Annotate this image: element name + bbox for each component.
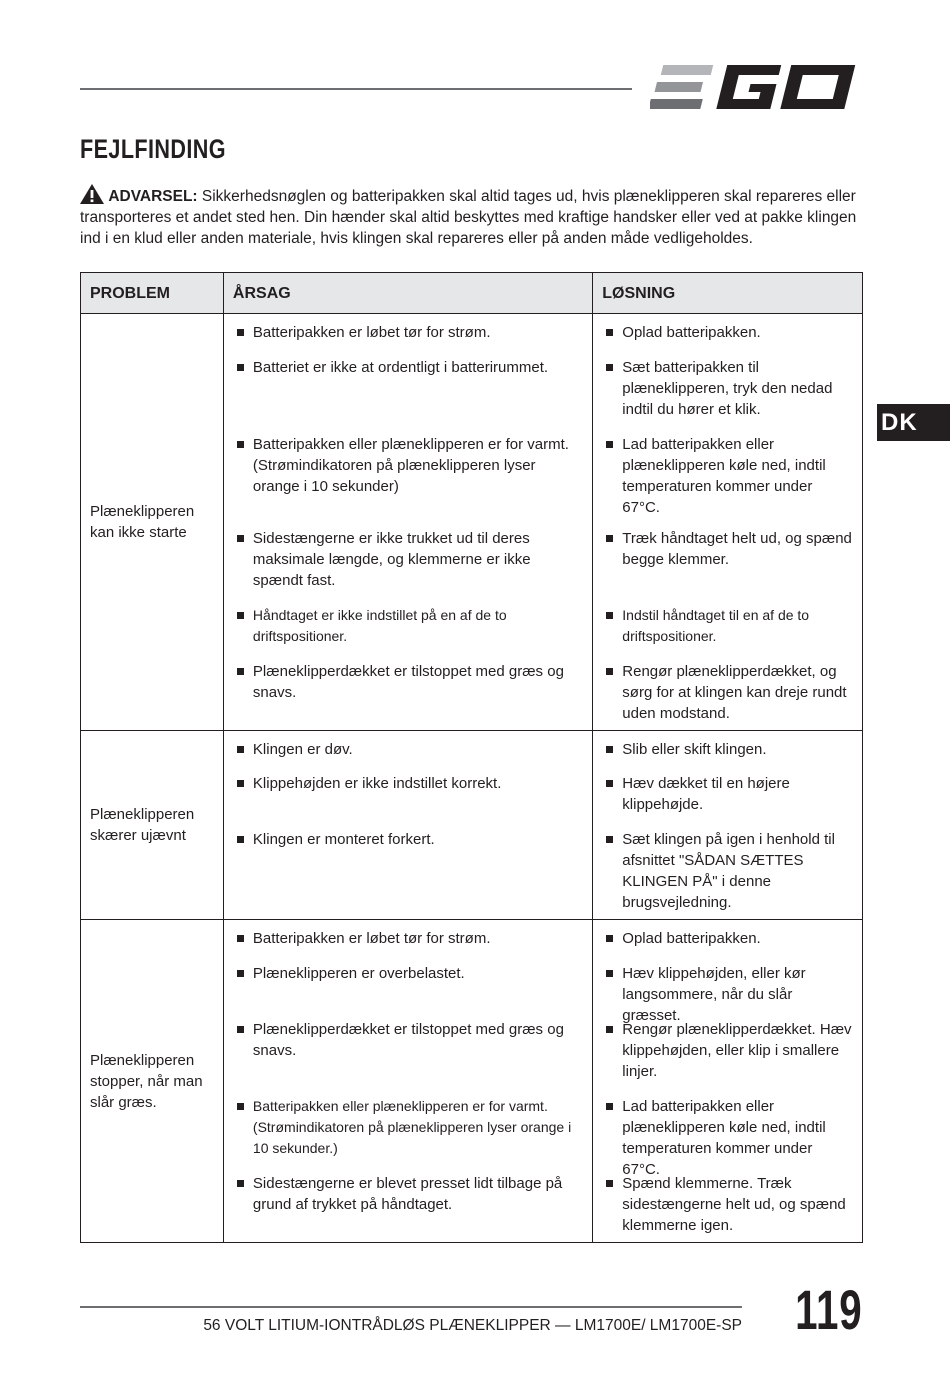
page-number: 119 [794, 1278, 862, 1341]
troubleshooting-table [80, 272, 863, 1243]
header-solution: LØSNING [593, 273, 863, 314]
table-row [81, 731, 863, 920]
header-rule [80, 88, 632, 90]
list-item: Klingen er døv. [236, 739, 583, 773]
list-item: Oplad batteripakken. [605, 322, 853, 357]
cause-cell [223, 731, 592, 920]
list-item: Sidestængerne er ikke trukket ud til deres maksimale længde, og klemmerne er ikke spændt fast. [236, 528, 583, 605]
warning-icon [80, 184, 104, 204]
table-row [81, 920, 863, 1243]
list-item: Plæneklipperdækket er tilstoppet med græs og snavs. [236, 661, 583, 724]
list-item: Rengør plæneklipperdækket. Hæv klippehøjden, eller klip i smallere linjer. [605, 1019, 853, 1096]
table-row [81, 314, 863, 731]
page-title: FEJLFINDING [80, 134, 227, 164]
list-item: Batteripakken eller plæneklipperen er for varmt. (Strømindikatoren på plæneklipperen lyser orange i 10 sekunder) [236, 434, 583, 528]
list-item: Sæt batteripakken til plæneklipperen, tryk den nedad indtil du hører et klik. [605, 357, 853, 434]
list-item: Sidestængerne er blevet presset lidt tilbage på grund af trykket på håndtaget. [236, 1173, 583, 1236]
cause-cell [223, 920, 592, 1243]
list-item: Lad batteripakken eller plæneklipperen køle ned, indtil temperaturen kommer under 67°C. [605, 1096, 853, 1173]
list-item: Batteriet er ikke at ordentligt i batterirummet. [236, 357, 583, 434]
list-item: Batteripakken eller plæneklipperen er for varmt. (Strømindikatoren på plæneklipperen lyser orange i 10 sekunder.) [236, 1096, 583, 1173]
problem-cell: Plæneklipperen skærer ujævnt [81, 731, 224, 920]
warning-notice [80, 184, 860, 249]
list-item: Træk håndtaget helt ud, og spænd begge klemmer. [605, 528, 853, 605]
problem-cell: Plæneklipperen kan ikke starte [81, 314, 224, 731]
list-item: Hæv klippehøjden, eller kør langsommere, når du slår græsset. [605, 963, 853, 1019]
list-item: Hæv dækket til en højere klippehøjde. [605, 773, 853, 829]
list-item: Plæneklipperen er overbelastet. [236, 963, 583, 1019]
list-item: Indstil håndtaget til en af de to driftspositioner. [605, 605, 853, 661]
list-item: Klippehøjden er ikke indstillet korrekt. [236, 773, 583, 829]
footer-product-name: 56 VOLT LITIUM-IONTRÅDLØS PLÆNEKLIPPER — LM1700E/ LM1700E-SP [203, 1317, 742, 1334]
ego-logo [650, 62, 862, 112]
list-item: Håndtaget er ikke indstillet på en af de to driftspositioner. [236, 605, 583, 661]
list-item: Sæt klingen på igen i henhold til afsnittet "SÅDAN SÆTTES KLINGEN PÅ" i denne brugsvejledning. [605, 829, 853, 913]
list-item: Rengør plæneklipperdækket, og sørg for at klingen kan dreje rundt uden modstand. [605, 661, 853, 724]
language-tab: DK [877, 404, 950, 441]
list-item: Batteripakken er løbet tør for strøm. [236, 322, 583, 357]
warning-label: ADVARSEL: [108, 188, 198, 205]
list-item: Batteripakken er løbet tør for strøm. [236, 928, 583, 963]
footer-rule [80, 1306, 742, 1308]
list-item: Plæneklipperdækket er tilstoppet med græs og snavs. [236, 1019, 583, 1096]
solution-cell [593, 314, 863, 731]
table-header-row [81, 273, 863, 314]
solution-cell [593, 731, 863, 920]
header-problem: PROBLEM [81, 273, 224, 314]
warning-text: Sikkerhedsnøglen og batteripakken skal altid tages ud, hvis plæneklipperen skal repareres eller transporteres et andet sted hen. Din hænder skal altid beskyttes med kraftige handsker eller ved at pakke klingen ind i en klud eller anden materiale, hvis klingen skal repareres eller på anden måde vedligeholdes. [80, 188, 857, 247]
list-item: Klingen er monteret forkert. [236, 829, 583, 913]
list-item: Spænd klemmerne. Træk sidestængerne helt ud, og spænd klemmerne igen. [605, 1173, 853, 1236]
header-cause: ÅRSAG [223, 273, 592, 314]
list-item: Oplad batteripakken. [605, 928, 853, 963]
list-item: Slib eller skift klingen. [605, 739, 853, 773]
cause-cell [223, 314, 592, 731]
problem-cell: Plæneklipperen stopper, når man slår græs. [81, 920, 224, 1243]
solution-cell [593, 920, 863, 1243]
list-item: Lad batteripakken eller plæneklipperen køle ned, indtil temperaturen kommer under 67°C. [605, 434, 853, 528]
